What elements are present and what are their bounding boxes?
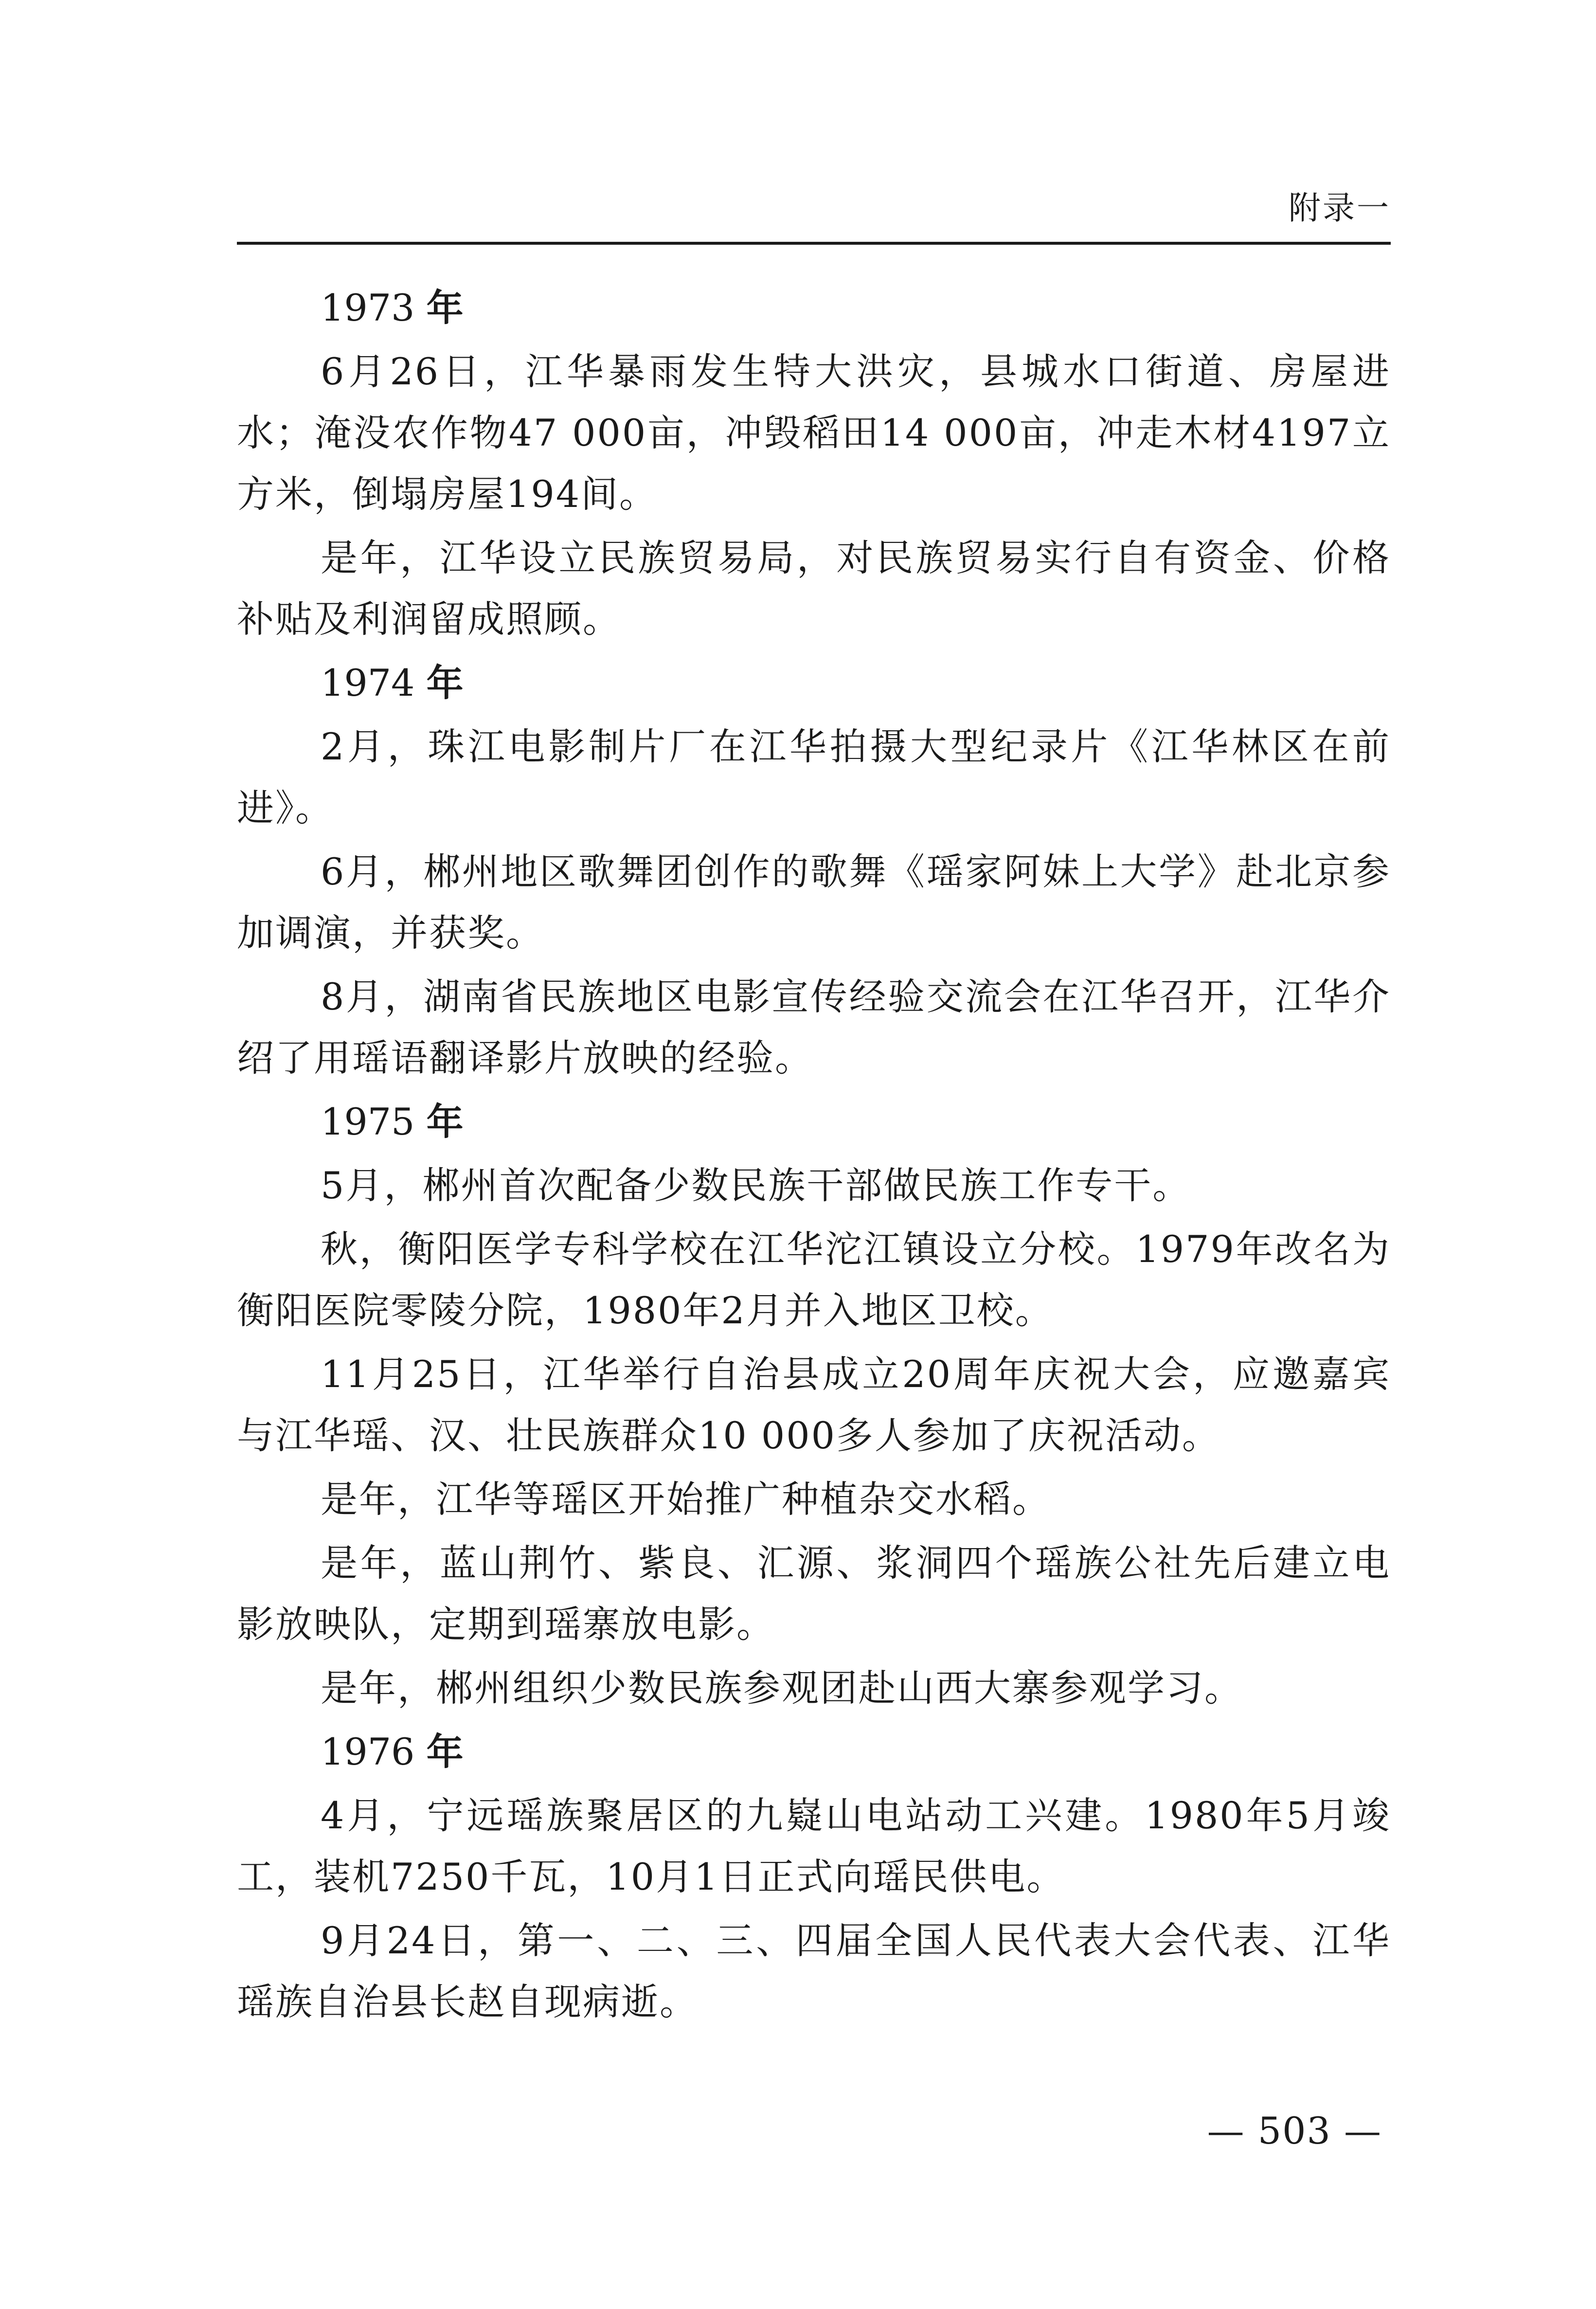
year-heading-1975 xyxy=(237,1091,1391,1153)
year-heading-1973 xyxy=(237,277,1391,339)
year-suffix: 年 xyxy=(426,286,464,329)
paragraph: 是年，江华等瑶区开始推广种植杂交水稻。 xyxy=(321,1478,1051,1521)
paragraph: 秋，衡阳医学专科学校在江华沱江镇设立分校。1979年改名为衡阳医院零陵分院，1980年2月并入地区卫校。 xyxy=(237,1227,1391,1332)
header-rule xyxy=(237,242,1391,245)
paragraph: 5月，郴州首次配备少数民族干部做民族工作专干。 xyxy=(321,1164,1191,1207)
paragraph: 9月24日，第一、二、三、四届全国人民代表大会代表、江华瑶族自治县长赵自现病逝。 xyxy=(237,1919,1391,2023)
year-number: 1974 xyxy=(321,661,415,704)
paragraph: 11月25日，江华举行自治县成立20周年庆祝大会，应邀嘉宾与江华瑶、汉、壮民族群众10 000多人参加了庆祝活动。 xyxy=(237,1353,1391,1457)
paragraph: 4月，宁远瑶族聚居区的九嶷山电站动工兴建。1980年5月竣工，装机7250千瓦，10月1日正式向瑶民供电。 xyxy=(237,1794,1391,1898)
year-heading-1974 xyxy=(237,652,1391,714)
paragraph: 6月26日，江华暴雨发生特大洪灾，县城水口街道、房屋进水；淹没农作物47 000亩，冲毁稻田14 000亩，冲走木材4197立方米，倒塌房屋194间。 xyxy=(237,350,1391,516)
year-suffix: 年 xyxy=(426,1100,464,1143)
year-number: 1975 xyxy=(321,1100,415,1143)
year-suffix: 年 xyxy=(426,1730,464,1773)
year-heading-1976 xyxy=(237,1721,1391,1783)
paragraph: 2月，珠江电影制片厂在江华拍摄大型纪录片《江华林区在前进》。 xyxy=(237,725,1391,830)
section-label: 附录一 xyxy=(1289,189,1391,227)
running-header xyxy=(237,177,1391,245)
year-suffix: 年 xyxy=(426,661,464,704)
main-text xyxy=(237,277,1391,2035)
paragraph: 8月，湖南省民族地区电影宣传经验交流会在江华召开，江华介绍了用瑶语翻译影片放映的经验。 xyxy=(237,975,1391,1080)
paragraph: 是年，蓝山荆竹、紫良、汇源、浆洞四个瑶族公社先后建立电影放映队，定期到瑶寨放电影。 xyxy=(237,1541,1391,1646)
page-number: — 503 — xyxy=(1207,2109,1382,2152)
paragraph: 是年，郴州组织少数民族参观团赴山西大寨参观学习。 xyxy=(321,1666,1243,1710)
paragraph: 是年，江华设立民族贸易局，对民族贸易实行自有资金、价格补贴及利润留成照顾。 xyxy=(237,536,1391,641)
paragraph: 6月，郴州地区歌舞团创作的歌舞《瑶家阿妹上大学》赴北京参加调演，并获奖。 xyxy=(237,850,1391,955)
year-number: 1973 xyxy=(321,286,415,329)
year-number: 1976 xyxy=(321,1730,415,1773)
